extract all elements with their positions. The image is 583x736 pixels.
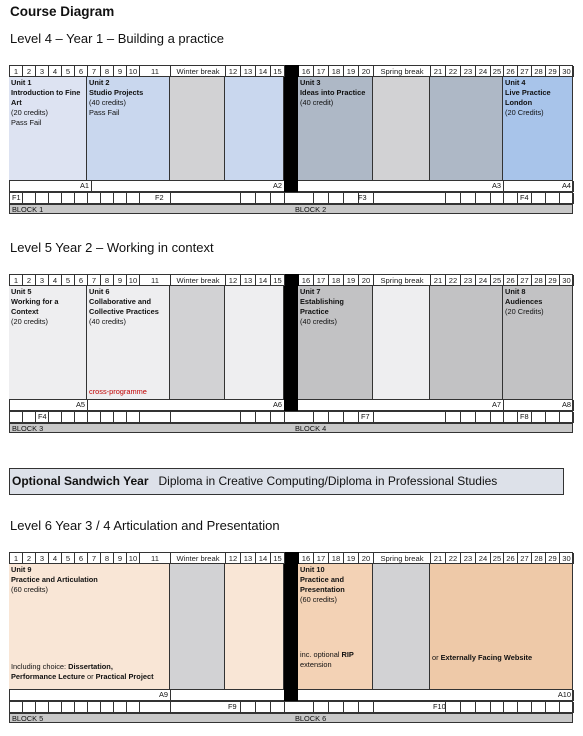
formative-cell bbox=[127, 412, 140, 423]
week-cell: 19 bbox=[344, 66, 359, 77]
unit-name-line: Live Practice bbox=[505, 88, 551, 97]
week-cell: 10 bbox=[127, 66, 140, 77]
block-bar bbox=[9, 423, 573, 433]
block-bar bbox=[9, 204, 573, 214]
week-cell: 22 bbox=[446, 275, 461, 286]
note-text: extension bbox=[300, 660, 332, 669]
unit-name-line: Practice bbox=[300, 307, 329, 316]
week-cell: 21 bbox=[431, 553, 446, 564]
unit-credit-line: Pass Fail bbox=[11, 118, 42, 127]
unit-7-block bbox=[298, 286, 373, 399]
unit-10-note bbox=[300, 650, 370, 670]
week-cell: 29 bbox=[546, 66, 560, 77]
formative-cell bbox=[344, 412, 359, 423]
week-cell: 16 bbox=[299, 66, 314, 77]
spring-break-label: Spring break bbox=[374, 553, 431, 564]
winter-break-label: Winter break bbox=[171, 275, 226, 286]
unit-name-line: Unit 8 bbox=[505, 287, 526, 296]
level6-diagram bbox=[9, 552, 573, 725]
week-cell: 30 bbox=[560, 553, 574, 564]
unit-9-choice-note bbox=[11, 662, 168, 682]
formative-marker: F1 bbox=[12, 193, 21, 202]
formative-row bbox=[9, 411, 573, 423]
block-label: BLOCK 5 bbox=[12, 714, 44, 723]
note-text: or bbox=[432, 653, 441, 662]
formative-cell bbox=[504, 702, 518, 713]
formative-marker: F4 bbox=[520, 193, 529, 202]
choice-text: Dissertation, bbox=[68, 662, 113, 671]
unit-name-line: Establishing bbox=[300, 297, 344, 306]
week-cell: 8 bbox=[101, 275, 114, 286]
week-cell: 21 bbox=[431, 275, 446, 286]
formative-cell bbox=[10, 702, 23, 713]
week-cell: 25 bbox=[491, 66, 504, 77]
cross-programme-label: cross-programme bbox=[89, 387, 147, 396]
formative-marker: F7 bbox=[361, 412, 370, 421]
assessment-marker: A2 bbox=[226, 181, 285, 192]
formative-cell bbox=[271, 193, 285, 204]
page-title: Course Diagram bbox=[10, 4, 115, 19]
unit-credit-line: (20 Credits) bbox=[505, 307, 544, 316]
block-separator bbox=[284, 564, 298, 689]
sandwich-text: Diploma in Creative Computing/Diploma in Professional Studies bbox=[158, 474, 498, 488]
week-cell: 9 bbox=[114, 553, 127, 564]
header-separator bbox=[285, 552, 299, 564]
week-cell: 1 bbox=[10, 553, 23, 564]
formative-cell bbox=[476, 193, 491, 204]
assessment-marker: A5 bbox=[10, 400, 88, 411]
week-cell: 22 bbox=[446, 553, 461, 564]
formative-cell bbox=[504, 193, 518, 204]
unit-name-line: Presentation bbox=[300, 585, 345, 594]
formative-cell bbox=[546, 702, 560, 713]
formative-cell bbox=[314, 412, 329, 423]
unit-credit-line: (40 credit) bbox=[300, 98, 334, 107]
unit-credit-line: (40 credits) bbox=[300, 317, 337, 326]
week-cell: 18 bbox=[329, 66, 344, 77]
block-separator bbox=[284, 77, 298, 180]
week-cell: 24 bbox=[476, 66, 491, 77]
week-cell: 13 bbox=[241, 66, 256, 77]
header-separator bbox=[285, 65, 299, 77]
level6-title: Level 6 Year 3 / 4 Articulation and Presentation bbox=[10, 518, 280, 533]
formative-cell bbox=[476, 412, 491, 423]
unit-credit-line: Pass Fail bbox=[89, 108, 120, 117]
sandwich-label: Optional Sandwich Year bbox=[12, 474, 149, 488]
formative-cell bbox=[271, 412, 285, 423]
formative-cell bbox=[256, 702, 271, 713]
unit-credit-line: (40 credits) bbox=[89, 317, 126, 326]
unit-credit-line: (20 credits) bbox=[11, 108, 48, 117]
formative-cell bbox=[36, 193, 49, 204]
formative-cell bbox=[546, 412, 560, 423]
unit-name-line: Unit 6 bbox=[89, 287, 110, 296]
formative-cell bbox=[140, 702, 171, 713]
week-cell: 14 bbox=[256, 66, 271, 77]
formative-cell bbox=[476, 702, 491, 713]
week-cell: 19 bbox=[344, 275, 359, 286]
unit-name-line: Context bbox=[11, 307, 39, 316]
week-cell: 23 bbox=[461, 553, 476, 564]
formative-cell bbox=[431, 412, 446, 423]
week-cell: 11 bbox=[140, 66, 171, 77]
week-cell: 3 bbox=[36, 275, 49, 286]
unit-name-line: Unit 10 bbox=[300, 565, 325, 574]
block-label: BLOCK 3 bbox=[12, 424, 44, 433]
formative-cell bbox=[75, 412, 88, 423]
spring-break-label: Spring break bbox=[374, 275, 431, 286]
week-cell: 18 bbox=[329, 553, 344, 564]
week-cell: 11 bbox=[140, 553, 171, 564]
choice-text: Performance Lecture bbox=[11, 672, 85, 681]
week-cell: 5 bbox=[62, 66, 75, 77]
spring-break-area bbox=[373, 286, 430, 399]
weeks-21-30-area bbox=[430, 564, 573, 689]
week-cell: 3 bbox=[36, 553, 49, 564]
spring-break-label: Spring break bbox=[374, 66, 431, 77]
unit-name-line: Practice and Articulation bbox=[11, 575, 98, 584]
weeks-12-15-area bbox=[225, 286, 284, 399]
week-cell: 28 bbox=[532, 66, 546, 77]
block-separator bbox=[284, 286, 298, 399]
assessment-marker: A7 bbox=[431, 400, 504, 411]
week-cell: 19 bbox=[344, 553, 359, 564]
formative-cell bbox=[49, 193, 62, 204]
unit-name-line: London bbox=[505, 98, 533, 107]
week-cell: 16 bbox=[299, 553, 314, 564]
unit-name-line: Practice and bbox=[300, 575, 344, 584]
week-cell: 7 bbox=[88, 553, 101, 564]
formative-cell bbox=[88, 412, 101, 423]
assessment-marker: A9 bbox=[10, 690, 171, 701]
week-cell: 23 bbox=[461, 66, 476, 77]
formative-cell bbox=[256, 193, 271, 204]
week-cell: 4 bbox=[49, 275, 62, 286]
unit-name-line: Unit 3 bbox=[300, 78, 321, 87]
week-cell: 26 bbox=[504, 66, 518, 77]
week-cell: 4 bbox=[49, 553, 62, 564]
formative-cell bbox=[504, 412, 518, 423]
week-cell: 2 bbox=[23, 275, 36, 286]
unit-name-line: Unit 9 bbox=[11, 565, 32, 574]
formative-row bbox=[9, 192, 573, 204]
formative-marker: F2 bbox=[155, 193, 164, 202]
weeks-21-25-area bbox=[430, 77, 503, 180]
unit-name-line: Working for a bbox=[11, 297, 59, 306]
formative-marker: F8 bbox=[520, 412, 529, 421]
week-cell: 2 bbox=[23, 553, 36, 564]
formative-cell bbox=[127, 702, 140, 713]
formative-cell bbox=[226, 412, 241, 423]
formative-cell bbox=[256, 412, 271, 423]
unit-3-block bbox=[298, 77, 373, 180]
week-cell: 25 bbox=[491, 553, 504, 564]
unit-name-line: Audiences bbox=[505, 297, 543, 306]
block-label: BLOCK 4 bbox=[295, 424, 327, 433]
week-cell: 28 bbox=[532, 275, 546, 286]
formative-cell bbox=[114, 412, 127, 423]
formative-cell bbox=[546, 193, 560, 204]
block-separator-lower bbox=[284, 689, 298, 701]
block-label: BLOCK 2 bbox=[295, 205, 327, 214]
assessment-marker: A6 bbox=[88, 400, 285, 411]
week-cell: 5 bbox=[62, 275, 75, 286]
week-cell: 1 bbox=[10, 275, 23, 286]
sandwich-year-banner bbox=[9, 468, 564, 495]
week-cell: 27 bbox=[518, 66, 532, 77]
formative-cell bbox=[314, 702, 329, 713]
week-cell: 25 bbox=[491, 275, 504, 286]
week-cell: 26 bbox=[504, 275, 518, 286]
week-cell: 11 bbox=[140, 275, 171, 286]
week-cell: 9 bbox=[114, 275, 127, 286]
week-cell: 27 bbox=[518, 275, 532, 286]
formative-cell bbox=[271, 702, 285, 713]
week-cell: 27 bbox=[518, 553, 532, 564]
winter-break-area bbox=[170, 77, 225, 180]
formative-cell bbox=[75, 193, 88, 204]
unit-5-block bbox=[9, 286, 87, 399]
assessment-marker: A3 bbox=[431, 181, 504, 192]
note-text: inc. optional bbox=[300, 650, 342, 659]
formative-cell bbox=[23, 412, 36, 423]
week-cell: 29 bbox=[546, 553, 560, 564]
week-cell: 17 bbox=[314, 553, 329, 564]
weeks-21-25-area bbox=[430, 286, 503, 399]
week-cell: 20 bbox=[359, 66, 374, 77]
choice-text: or bbox=[84, 672, 96, 681]
week-cell: 6 bbox=[75, 553, 88, 564]
formative-marker: F4 bbox=[38, 412, 47, 421]
block-separator-lower bbox=[284, 399, 298, 411]
unit-name-line: Collaborative and bbox=[89, 297, 152, 306]
choice-text: Practical Project bbox=[95, 672, 154, 681]
spring-break-area bbox=[373, 564, 430, 689]
formative-cell bbox=[314, 193, 329, 204]
week-cell: 6 bbox=[75, 275, 88, 286]
level5-title: Level 5 Year 2 – Working in context bbox=[10, 240, 214, 255]
block-label: BLOCK 1 bbox=[12, 205, 44, 214]
unit-9-block bbox=[9, 564, 170, 689]
week-header-row bbox=[9, 65, 573, 77]
week-cell: 30 bbox=[560, 275, 574, 286]
week-cell: 26 bbox=[504, 553, 518, 564]
assessment-marker: A8 bbox=[504, 400, 574, 411]
week-cell: 20 bbox=[359, 275, 374, 286]
week-cell: 6 bbox=[75, 66, 88, 77]
winter-break-label: Winter break bbox=[171, 553, 226, 564]
formative-cell bbox=[114, 193, 127, 204]
week-cell: 8 bbox=[101, 553, 114, 564]
formative-cell bbox=[491, 702, 504, 713]
formative-cell bbox=[36, 702, 49, 713]
week-cell: 8 bbox=[101, 66, 114, 77]
formative-cell bbox=[446, 193, 461, 204]
formative-cell bbox=[299, 702, 314, 713]
unit-2-block bbox=[87, 77, 170, 180]
level4-title: Level 4 – Year 1 – Building a practice bbox=[10, 31, 224, 46]
week-cell: 28 bbox=[532, 553, 546, 564]
week-cell: 7 bbox=[88, 275, 101, 286]
unit-name-line: Collective Practices bbox=[89, 307, 159, 316]
formative-cell bbox=[241, 412, 256, 423]
formative-cell bbox=[532, 702, 546, 713]
formative-cell bbox=[49, 702, 62, 713]
weeks-12-15-area bbox=[225, 77, 284, 180]
formative-cell bbox=[446, 412, 461, 423]
unit-name-line: Introduction to Fine bbox=[11, 88, 81, 97]
externally-facing-website-note bbox=[432, 653, 532, 663]
week-cell: 2 bbox=[23, 66, 36, 77]
formative-cell bbox=[344, 702, 359, 713]
week-cell: 5 bbox=[62, 553, 75, 564]
unit-name-line: Unit 7 bbox=[300, 287, 321, 296]
assessment-marker: A1 bbox=[10, 181, 92, 192]
unit-name-line: Unit 5 bbox=[11, 287, 32, 296]
formative-cell bbox=[560, 193, 574, 204]
formative-marker: F3 bbox=[358, 193, 367, 202]
winter-break-area bbox=[170, 564, 225, 689]
week-cell: 13 bbox=[241, 275, 256, 286]
week-cell: 24 bbox=[476, 275, 491, 286]
formative-cell bbox=[127, 193, 140, 204]
week-cell: 20 bbox=[359, 553, 374, 564]
week-cell: 1 bbox=[10, 66, 23, 77]
unit-name-line: Unit 1 bbox=[11, 78, 32, 87]
formative-cell bbox=[62, 193, 75, 204]
week-cell: 13 bbox=[241, 553, 256, 564]
week-cell: 3 bbox=[36, 66, 49, 77]
formative-cell bbox=[491, 193, 504, 204]
unit-credit-line: (20 Credits) bbox=[505, 108, 544, 117]
unit-credit-line: (60 credits) bbox=[300, 595, 337, 604]
block-label: BLOCK 6 bbox=[295, 714, 327, 723]
note-text: Externally Facing Website bbox=[440, 653, 533, 662]
week-cell: 10 bbox=[127, 275, 140, 286]
formative-cell bbox=[461, 702, 476, 713]
week-header-row bbox=[9, 274, 573, 286]
week-cell: 15 bbox=[271, 553, 285, 564]
week-cell: 29 bbox=[546, 275, 560, 286]
formative-cell bbox=[329, 412, 344, 423]
formative-cell bbox=[491, 412, 504, 423]
unit-name-line: Ideas into Practice bbox=[300, 88, 366, 97]
week-cell: 21 bbox=[431, 66, 446, 77]
formative-marker: F9 bbox=[228, 702, 237, 711]
week-header-row bbox=[9, 552, 573, 564]
week-cell: 18 bbox=[329, 275, 344, 286]
level4-diagram bbox=[9, 65, 573, 214]
week-cell: 14 bbox=[256, 553, 271, 564]
formative-marker: F10 bbox=[433, 702, 446, 711]
formative-cell bbox=[226, 193, 241, 204]
assessment-marker: A4 bbox=[504, 181, 574, 192]
formative-cell bbox=[75, 702, 88, 713]
week-cell: 16 bbox=[299, 275, 314, 286]
level5-diagram bbox=[9, 274, 573, 435]
note-text: RIP bbox=[341, 650, 354, 659]
formative-cell bbox=[241, 193, 256, 204]
week-cell: 17 bbox=[314, 275, 329, 286]
formative-cell bbox=[88, 702, 101, 713]
week-cell: 10 bbox=[127, 553, 140, 564]
unit-8-block bbox=[503, 286, 573, 399]
assessment-marker: A10 bbox=[431, 690, 574, 701]
formative-cell bbox=[329, 702, 344, 713]
formative-cell bbox=[88, 193, 101, 204]
week-cell: 17 bbox=[314, 66, 329, 77]
unit-name-line: Unit 2 bbox=[89, 78, 110, 87]
formative-cell bbox=[101, 412, 114, 423]
formative-cell bbox=[10, 412, 23, 423]
week-cell: 22 bbox=[446, 66, 461, 77]
week-cell: 9 bbox=[114, 66, 127, 77]
formative-cell bbox=[359, 702, 374, 713]
spring-break-area bbox=[373, 77, 430, 180]
formative-cell bbox=[431, 193, 446, 204]
unit-credit-line: (20 credits) bbox=[11, 317, 48, 326]
unit-name-line: Unit 4 bbox=[505, 78, 526, 87]
unit-name-line: Art bbox=[11, 98, 22, 107]
formative-cell bbox=[329, 193, 344, 204]
formative-row bbox=[9, 701, 573, 713]
formative-cell bbox=[140, 412, 171, 423]
weeks-12-15-area bbox=[225, 564, 284, 689]
formative-cell bbox=[560, 412, 574, 423]
week-cell: 15 bbox=[271, 275, 285, 286]
week-cell: 12 bbox=[226, 66, 241, 77]
week-cell: 24 bbox=[476, 553, 491, 564]
winter-break-area bbox=[170, 286, 225, 399]
formative-cell bbox=[299, 193, 314, 204]
winter-break-label: Winter break bbox=[171, 66, 226, 77]
formative-cell bbox=[114, 702, 127, 713]
week-cell: 15 bbox=[271, 66, 285, 77]
header-separator bbox=[285, 274, 299, 286]
week-cell: 30 bbox=[560, 66, 574, 77]
choice-text: Including choice: bbox=[11, 662, 69, 671]
week-cell: 4 bbox=[49, 66, 62, 77]
week-cell: 7 bbox=[88, 66, 101, 77]
week-cell: 14 bbox=[256, 275, 271, 286]
block-bar bbox=[9, 713, 573, 723]
unit-name-line: Studio Projects bbox=[89, 88, 144, 97]
formative-cell bbox=[23, 702, 36, 713]
week-cell: 12 bbox=[226, 275, 241, 286]
unit-1-block bbox=[9, 77, 87, 180]
formative-cell bbox=[62, 702, 75, 713]
formative-cell bbox=[101, 702, 114, 713]
formative-cell bbox=[461, 412, 476, 423]
formative-cell bbox=[299, 412, 314, 423]
week-cell: 23 bbox=[461, 275, 476, 286]
formative-cell bbox=[518, 702, 532, 713]
block-separator-lower bbox=[284, 180, 298, 192]
unit-credit-line: (60 credits) bbox=[11, 585, 48, 594]
week-cell: 12 bbox=[226, 553, 241, 564]
formative-cell bbox=[101, 193, 114, 204]
unit-4-block bbox=[503, 77, 573, 180]
formative-cell bbox=[461, 193, 476, 204]
unit-6-block bbox=[87, 286, 170, 399]
formative-cell bbox=[62, 412, 75, 423]
unit-credit-line: (40 credits) bbox=[89, 98, 126, 107]
unit-10-block bbox=[298, 564, 373, 689]
formative-cell bbox=[560, 702, 574, 713]
